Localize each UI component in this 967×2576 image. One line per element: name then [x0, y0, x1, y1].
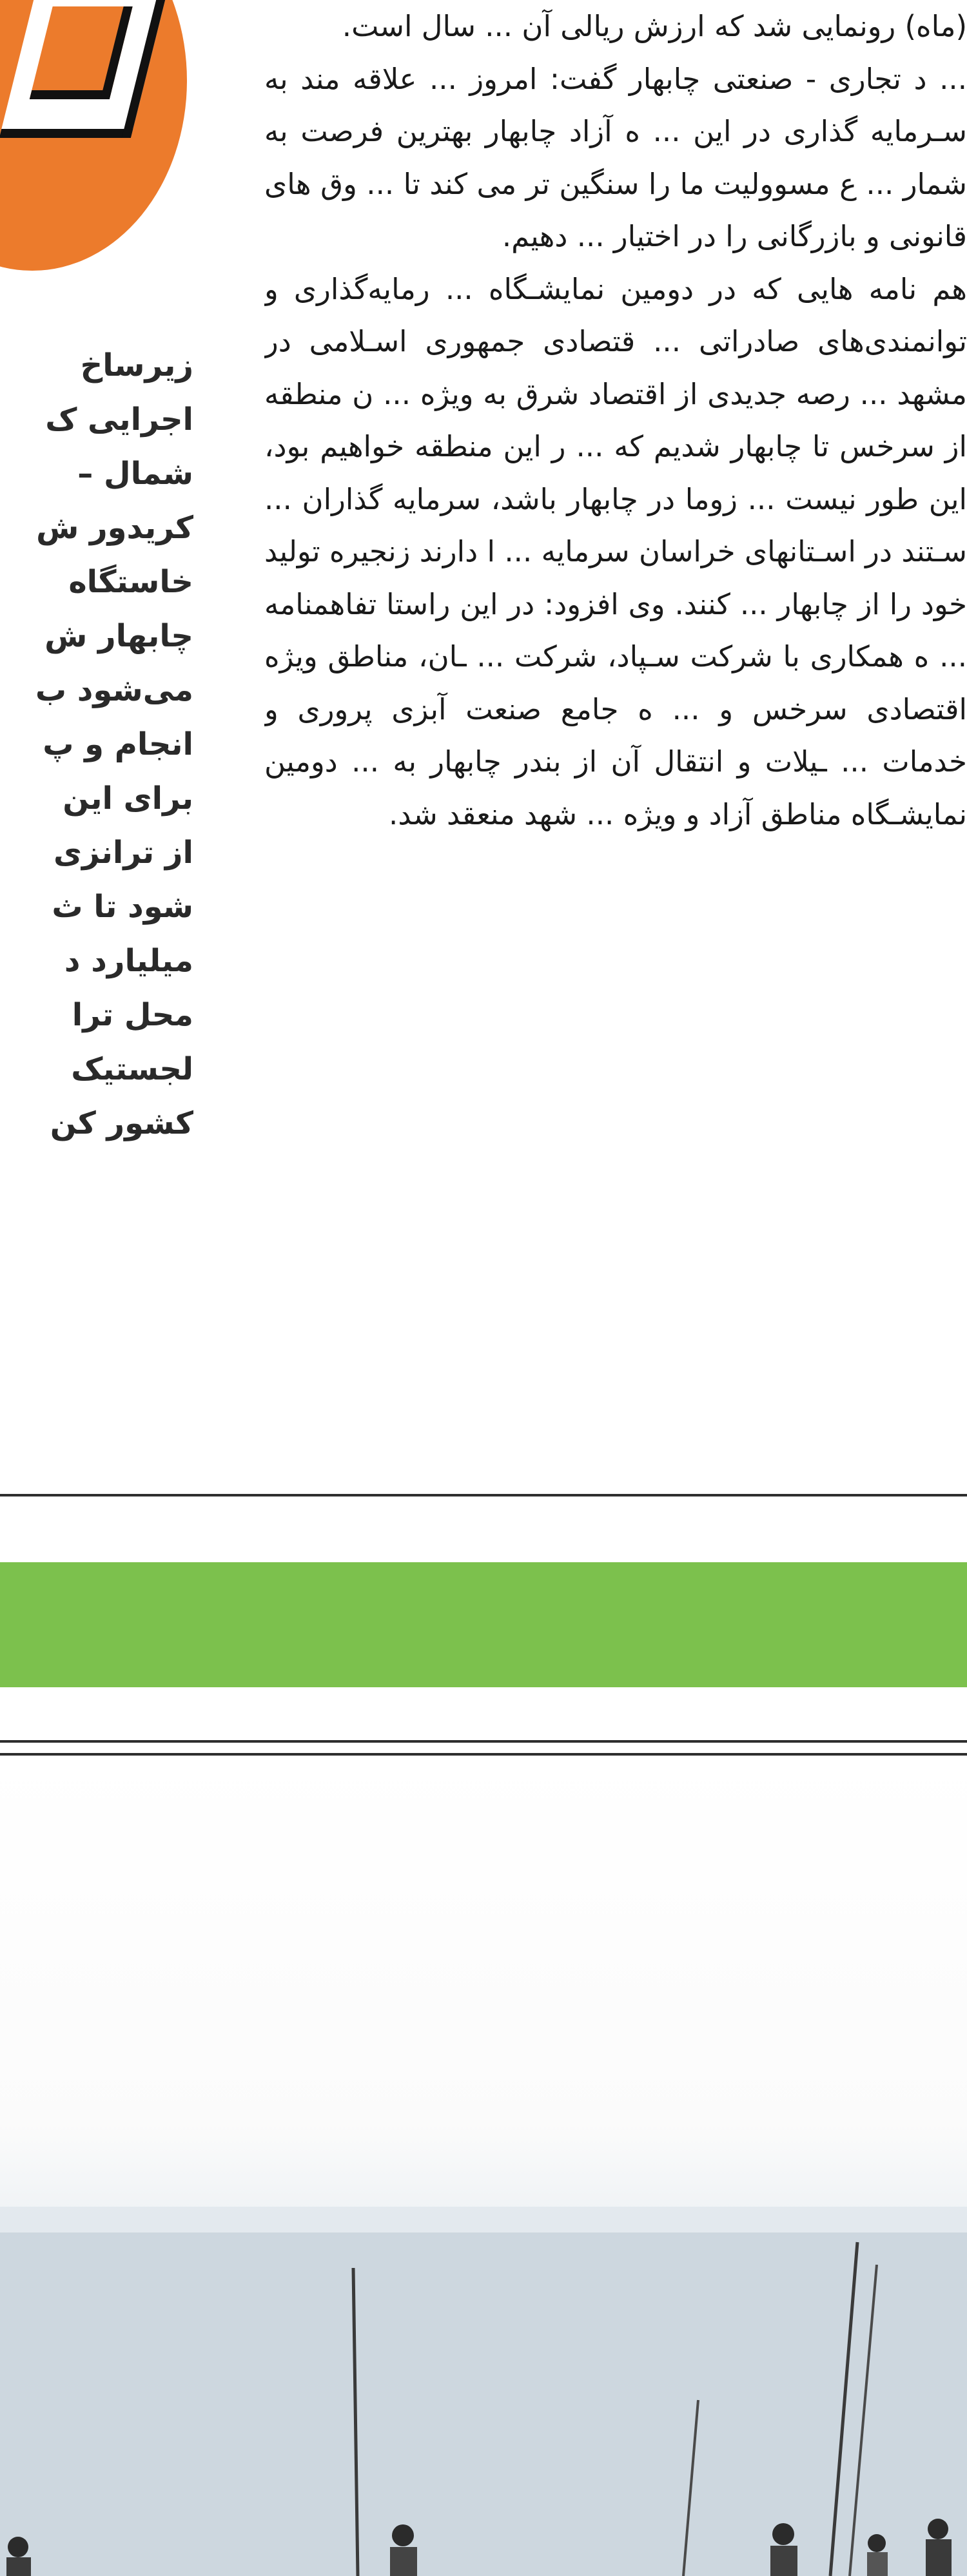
photo-illustration [0, 1756, 967, 2576]
side-line: از ترانزی [53, 835, 193, 871]
double-rule-top [0, 1740, 967, 1743]
side-column-text [0, 338, 193, 1260]
side-line: کریدور ش [36, 510, 193, 546]
person-figure [926, 2519, 952, 2576]
side-line: محل ترا [72, 997, 193, 1033]
section-divider [0, 1494, 967, 1496]
section-badge-icon [0, 0, 187, 271]
badge-letter-mark [0, 0, 168, 138]
person-figure [390, 2524, 417, 2576]
side-line: شمال – [77, 456, 193, 492]
side-line: خاستگاه [68, 564, 193, 600]
side-line: میلیارد د [64, 943, 193, 979]
article-main-column [264, 0, 967, 1438]
side-line: زیرساخ [80, 347, 193, 383]
person-figure [867, 2534, 888, 2576]
side-line: لجستیک [71, 1051, 193, 1087]
article-paragraph: هم نامه هایی که در دومین نمایشـگاه ... رمایه‌گذاری و توانمندی‌های صادراتی ... قتصادی جمهوری اسـلامی در مشهد ... رصه جدیدی از اقتصاد شرق به ویژه ... ن منطقه از سرخس تا چابهار شدیم که ... ر این منطقه خواهیم بود، این طور نیست ... زوما در چابهار باشد، سرمایه گذاران ... سـتند در اسـتانهای خراسان سرمایه ... ا دارند زنجیره تولید خود را از چابهار ... کنند. وی افزود: در این راستا تفاهمنامه ... ه همکاری با شرکت سـپاد، شرکت ... ـان، مناطق ویژه اقتصادی سرخس و ... ه جامع صنعت آبزی پروری و خدمات ... ـیلات و انتقال آن از بندر چابهار به ... دومین نمایشـگاه مناطق آزاد و ویژه ... شهد منعقد شد. [264, 271, 967, 831]
green-header-band [0, 1562, 967, 1687]
article-paragraph: (ماه) رونمایی شد که ارزش ریالی آن ... سال است. [342, 9, 967, 43]
side-line: می‌شود ب [35, 672, 193, 708]
person-figure [770, 2523, 797, 2576]
side-line: شود تا ث [52, 889, 193, 925]
side-line: انجام و پ [43, 726, 193, 762]
side-line: اجرایی ک [45, 402, 193, 438]
side-line: چابهار ش [44, 618, 193, 654]
side-line: برای این [63, 780, 193, 817]
beach-scene-photo [0, 1756, 967, 2576]
side-line: کشور کن [50, 1105, 193, 1141]
sea-area [0, 2220, 967, 2576]
article-paragraph: ... د تجاری - صنعتی چابهار گفت: امروز ... علاقه مند به سـرمایه گذاری در این ... ه آزاد چابهار بهترین فرصت به شمار ... ع مسوولیت ما را سنگین تر می کند تا ... وق های قانونی و بازرگانی را در اختیار ... دهیم. [264, 61, 967, 253]
horizon-haze [0, 2207, 967, 2232]
